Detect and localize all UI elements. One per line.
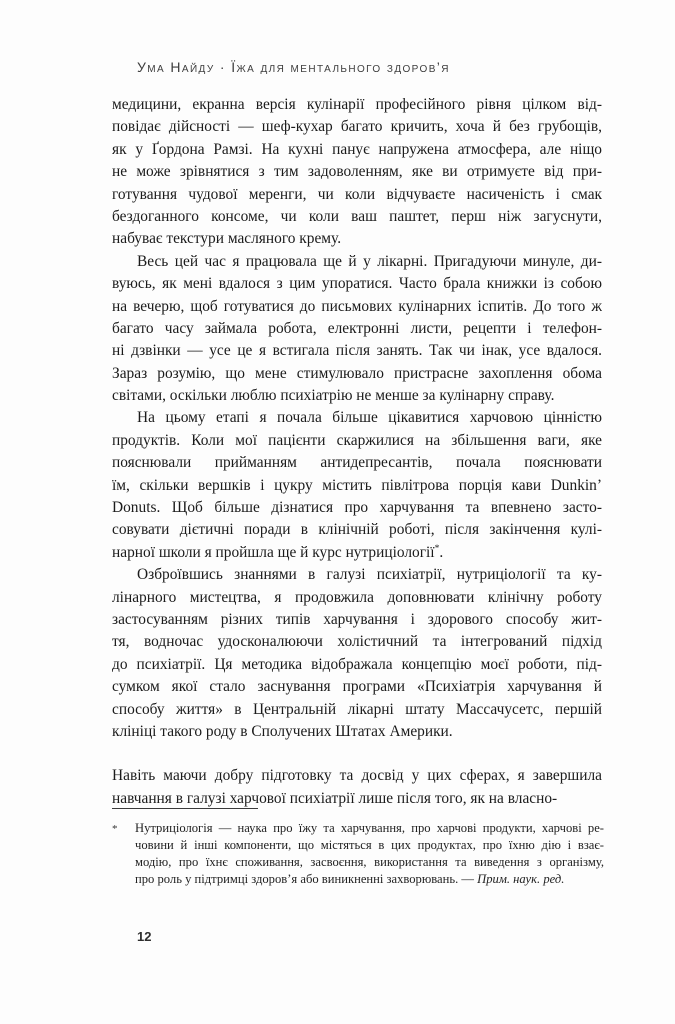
footnote-line: про роль у підтримці здоров’я або виникненні захворювань. — Прим. наук. ред. (135, 872, 565, 886)
text-line: нарної школи я пройшла ще й курс нутриціології*. (112, 542, 444, 561)
footnote (112, 820, 604, 888)
text-line: повідає дійсності — шеф-кухар багато кричить, хоча й без грубощів, (112, 118, 602, 136)
text-line: як у Ґордона Рамзі. На кухні панує напружена атмосфера, але ніщо (112, 140, 602, 158)
footnote-text (135, 820, 604, 888)
paragraph (112, 407, 602, 564)
footnote-line: човини й інші компоненти, що містяться в цих продуктах, про їхню дію і взає- (135, 838, 604, 852)
footnote-separator (112, 808, 258, 809)
text-line: совувати дієтичні поради в клінічній роботі, після закінчення кулі- (112, 521, 602, 539)
text-line: Donuts. Щоб більше дізнатися про харчування та впевнено засто- (112, 499, 602, 517)
text-line: Зараз розумію, що мене стимулювало пристрасне захоплення обома (112, 364, 602, 382)
text-line: лінарного мистецтва, я продовжила доповнювати клінічну роботу (112, 588, 602, 606)
paragraph (112, 564, 602, 743)
text-line: набуває текстури масляного крему. (112, 230, 342, 248)
text-line: їм, скільки вершків і цукру містить півлітрова порція кави Dunkin’ (112, 476, 602, 494)
text-line: Навіть маючи добру підготовку та досвід у цих сферах, я завершила (112, 767, 602, 785)
text-line: на вечерю, щоб готуватися до письмових кулінарних іспитів. До того ж (112, 297, 602, 315)
paragraph (112, 765, 602, 810)
text-line: пояснювали прийманням антидепресантів, почала пояснювати (112, 454, 602, 472)
text-line: На цьому етапі я почала більше цікавитися харчовою цінністю (137, 409, 602, 427)
footnote-line: Нутриціологія — наука про їжу та харчування, про харчові продукти, харчові ре- (135, 821, 604, 835)
text-line: Весь цей час я працювала ще й у лікарні. Пригадуючи минуле, ди- (137, 252, 602, 270)
footnote-editor-note: Прим. наук. ред. (477, 872, 565, 886)
running-header: Ума Найду · Їжа для ментального здоров’я (137, 59, 450, 75)
text-line: способу життя» в Центральній лікарні штату Массачусетс, першій (112, 700, 602, 718)
text-line: не може зрівнятися з тим задоволенням, яке ви отримуєте від при- (112, 163, 602, 181)
text-line: застосуванням різних типів харчування і здорового способу жит- (112, 610, 602, 628)
text-line: продуктів. Коли мої пацієнти скаржилися на збільшення ваги, яке (112, 431, 602, 449)
text-line: медицини, екранна версія кулінарії професійного рівня цілком від- (112, 96, 602, 113)
text-line: ні дзвінки — усе це я встигала після занять. Так чи інак, усе вдалося. (112, 342, 602, 360)
footnote-block (112, 808, 604, 888)
text-line: сумком якої стало заснування програми «Психіатрія харчування й (112, 678, 602, 696)
paragraph (112, 251, 602, 408)
footnote-reference: * (434, 542, 440, 554)
footnote-line: модію, про їхнє споживання, засвоєння, використання та виведення з організму, (135, 855, 604, 869)
text-line: навчання в галузі харчової психіатрії лише після того, як на власно- (112, 789, 558, 807)
text-line: Озброївшись знаннями в галузі психіатрії, нутриціології та ку- (137, 566, 602, 584)
body-text (112, 94, 602, 810)
text-line: тя, водночас удосконалюючи холістичний та інтегрований підхід (112, 633, 602, 651)
text-line: бездоганного консоме, чи коли ваш паштет, перш ніж загуснути, (112, 207, 602, 225)
text-line: клініці такого роду в Сполучених Штатах Америки. (112, 722, 453, 740)
paragraph (112, 94, 602, 251)
text-line: світами, оскільки люблю психіатрію не менше за кулінарну справу. (112, 387, 555, 405)
text-line: багато часу займала робота, електронні листи, рецепти і телефон- (112, 319, 602, 337)
text-line: до психіатрії. Ця методика відображала концепцію моєї роботи, під- (112, 655, 602, 673)
text-line: готування чудової меренги, чи коли відчуваєте насиченість і смак (112, 185, 602, 203)
footnote-marker: * (112, 823, 118, 835)
text-line: вуюсь, як мені вдалося з цим упоратися. Часто брала книжки із собою (112, 275, 602, 293)
page-number: 12 (137, 929, 152, 944)
